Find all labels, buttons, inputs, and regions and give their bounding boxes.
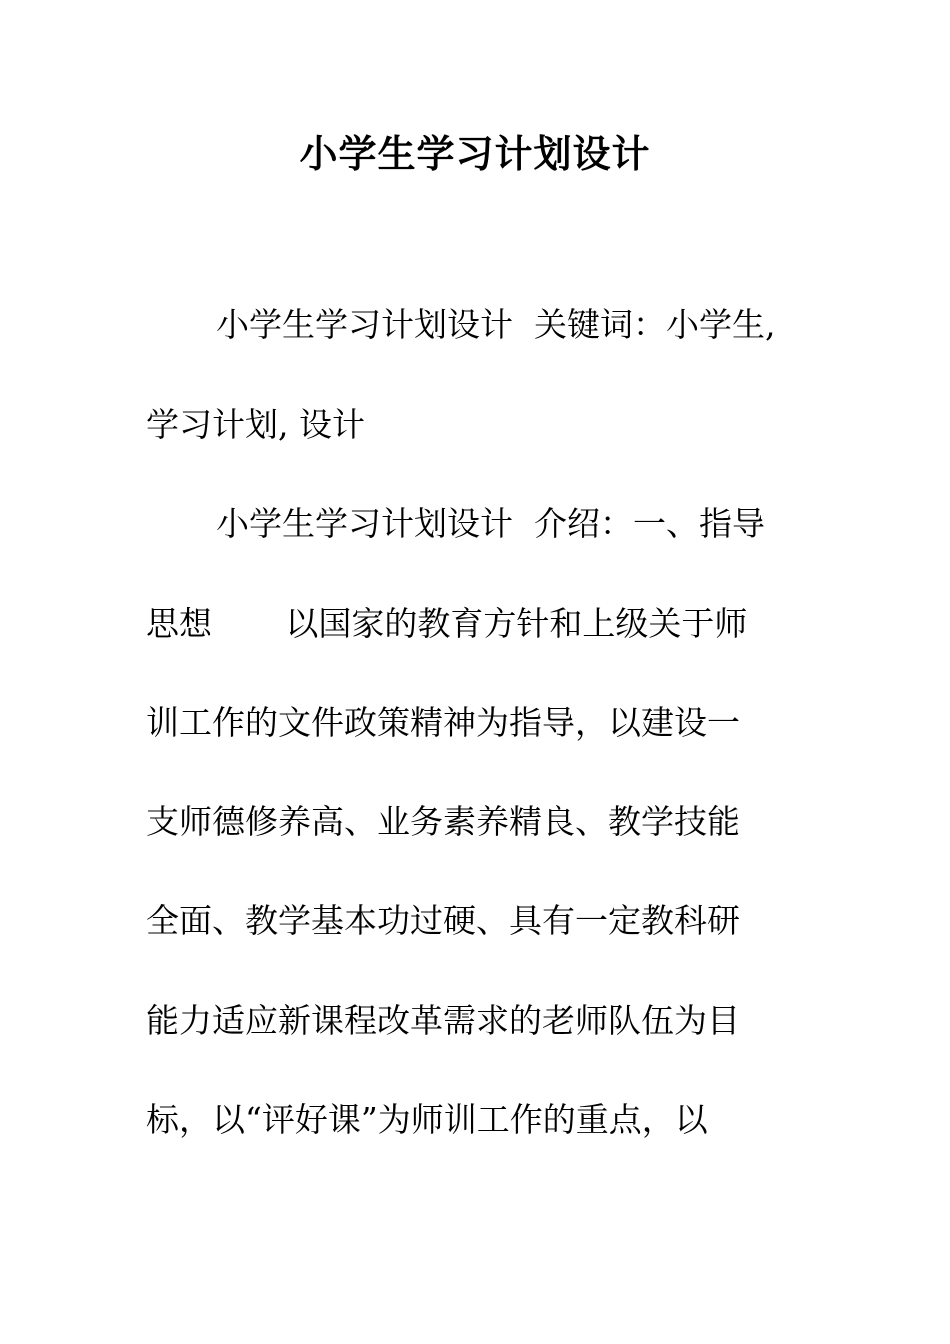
body-line-5: 训工作的文件政策精神为指导，以建设一 [146, 703, 740, 742]
body-line-7: 全面、教学基本功过硬、具有一定教科研 [146, 901, 740, 940]
body-line-2: 学习计划, 设计 [146, 405, 365, 444]
body-line-9: 标，以“评好课”为师训工作的重点，以 [146, 1100, 708, 1139]
body-line-3: 小学生学习计划设计 介绍：一、指导 [216, 504, 765, 543]
body-line-6: 支师德修养高、业务素养精良、教学技能 [146, 802, 740, 841]
document-title: 小学生学习计划设计 [299, 131, 651, 176]
body-line-4: 思想 以国家的教育方针和上级关于师 [146, 604, 748, 643]
body-line-8: 能力适应新课程改革需求的老师队伍为目 [146, 1001, 740, 1040]
body-line-1: 小学生学习计划设计 关键词：小学生, [216, 305, 776, 344]
